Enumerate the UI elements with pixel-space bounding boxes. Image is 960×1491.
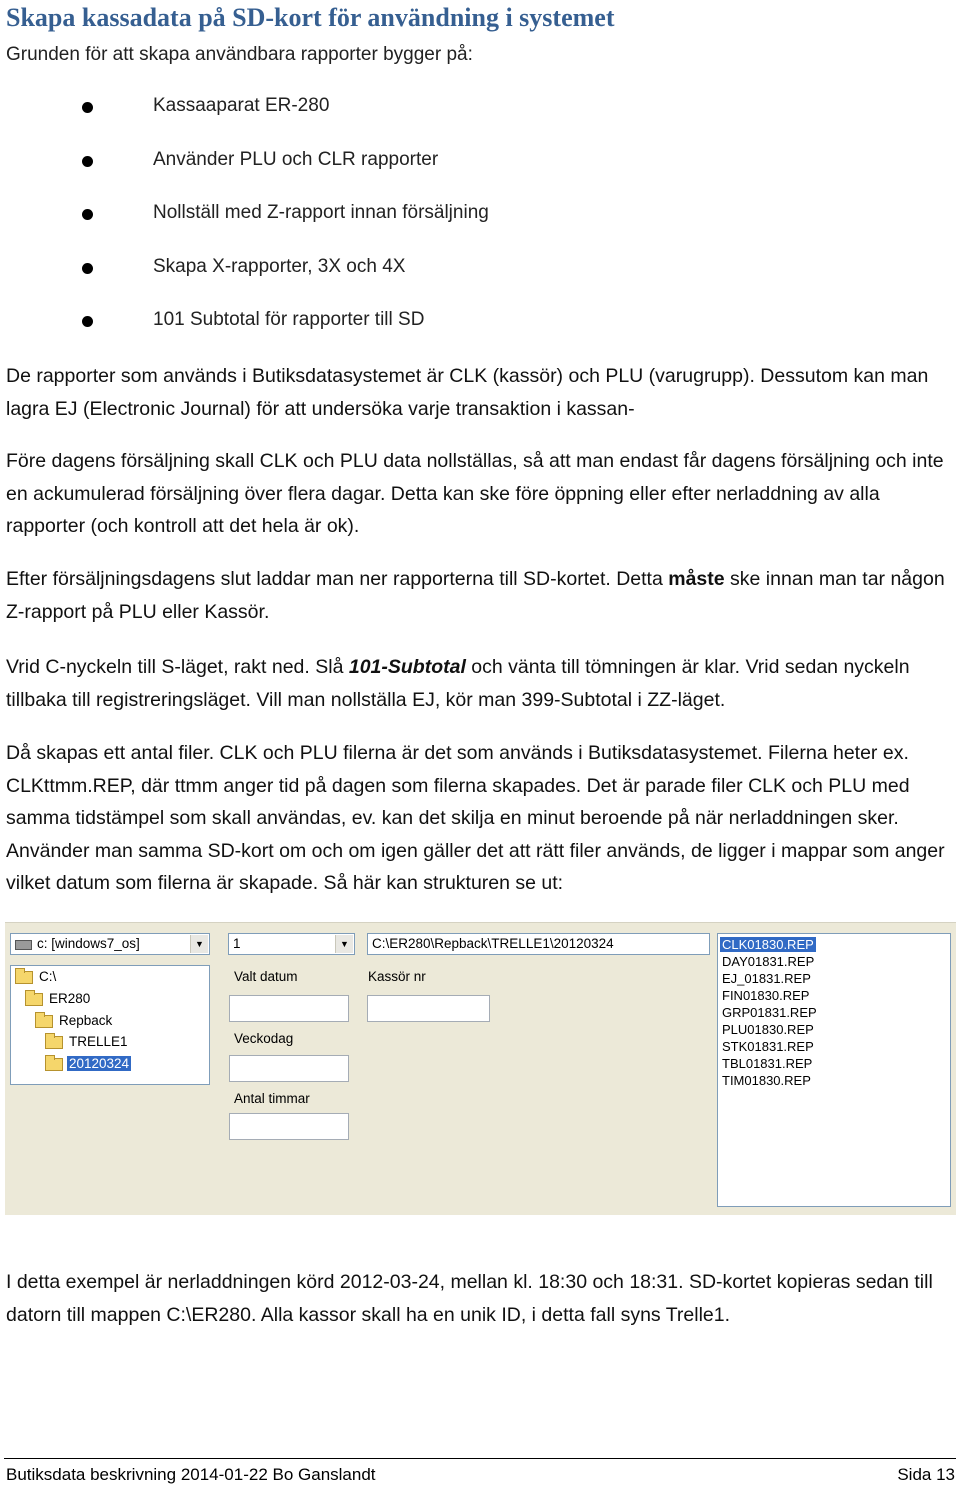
list-item-text: 101 Subtotal för rapporter till SD xyxy=(153,309,425,330)
folder-tree: C:\ ER280 Repback TRELLE1 20120324 xyxy=(10,965,210,1085)
paragraph-reset: Före dagens försäljning skall CLK och PLU data nollställas, så att man endast får dagens försäljning och inte en ackumulerad försäljning över flera dagar. Detta kan ske före öppning eller efter nerladdning av alla rapporter (och kontroll att det hela är ok). xyxy=(6,450,944,537)
antal-timmar-label: Antal timmar xyxy=(234,1091,310,1106)
list-item-text: Skapa X-rapporter, 3X och 4X xyxy=(153,255,406,277)
intro-text: Grunden för att skapa användbara rapporter bygger på: xyxy=(6,44,473,65)
paragraph-files: Då skapas ett antal filer. CLK och PLU filerna är det som används i Butiksdatasystemet. Filerna heter ex. CLKttmm.REP, där ttmm anger tid på dagen som filerna skapades. Det är parade filer CLK och PLU med samma tidstämpel som skall användas, ev. kan det skilja en minut beroende på när nerladdningen sker. Använder man samma SD-kort om och om igen gäller det att rätt filer används, de ligger i mappar som anger vilket datum som filerna är skapade. Så här kan strukturen se ut: xyxy=(6,742,945,894)
bullet-icon xyxy=(82,156,93,167)
bullet-icon xyxy=(82,209,93,220)
list-item-text: Nollställ med Z-rapport innan försäljning xyxy=(153,202,489,223)
file-item[interactable]: GRP01831.REP xyxy=(722,1005,817,1020)
drive-select[interactable] xyxy=(10,933,210,955)
folder-open-icon xyxy=(45,1036,63,1049)
file-item[interactable]: TBL01831.REP xyxy=(722,1056,813,1071)
chevron-down-icon: ▼ xyxy=(190,935,208,953)
file-item[interactable]: STK01831.REP xyxy=(722,1039,814,1054)
file-item[interactable]: DAY01831.REP xyxy=(722,954,815,969)
folder-open-icon xyxy=(15,971,33,984)
file-browser-screenshot xyxy=(5,922,956,1215)
valt-datum-label: Valt datum xyxy=(234,969,298,984)
veckodag-label: Veckodag xyxy=(234,1031,294,1046)
bullet-icon xyxy=(82,263,93,274)
veckodag-field[interactable] xyxy=(229,1055,349,1082)
emphasis-maste: måste xyxy=(668,568,725,590)
emphasis-subtotal: 101-Subtotal xyxy=(348,656,466,678)
file-item[interactable]: PLU01830.REP xyxy=(722,1022,814,1037)
paragraph-download: Efter försäljningsdagens slut laddar man ner rapporterna till SD-kortet. Detta måste ske innan man tar någon Z-rapport på PLU eller Kassör. xyxy=(6,568,945,623)
file-item[interactable]: FIN01830.REP xyxy=(722,988,810,1003)
chevron-down-icon: ▼ xyxy=(335,935,353,953)
list-item-text: Använder PLU och CLR rapporter xyxy=(153,148,439,170)
path-field-value: C:\ER280\Repback\TRELLE1\20120324 xyxy=(372,936,614,951)
footer-divider xyxy=(4,1458,956,1459)
paragraph-reports: De rapporter som används i Butiksdatasystemet är CLK (kassör) och PLU (varugrupp). Dessutom kan man lagra EJ (Electronic Journal) för att undersöka varje transaktion i kassan- xyxy=(6,365,929,420)
kassor-nr-label: Kassör nr xyxy=(368,969,426,984)
file-list xyxy=(717,933,951,1207)
folder-open-icon xyxy=(25,993,43,1006)
folder-open-icon xyxy=(45,1058,63,1071)
file-item[interactable]: CLK01830.REP xyxy=(722,937,814,952)
page-title: Skapa kassadata på SD-kort för användning i systemet xyxy=(6,3,615,32)
antal-timmar-field[interactable] xyxy=(229,1113,349,1140)
list-item-text: Kassaaparat ER-280 xyxy=(153,95,330,116)
page-number: Sida 13 xyxy=(897,1465,955,1484)
path-field[interactable] xyxy=(367,933,710,955)
bullet-icon xyxy=(82,102,93,113)
valt-datum-field[interactable] xyxy=(229,995,349,1022)
bullet-icon xyxy=(82,316,93,327)
paragraph-key: Vrid C-nyckeln till S-läget, rakt ned. Slå 101-Subtotal och vänta till tömningen är klar. Vrid sedan nyckeln tillbaka till registreringsläget. Vill man nollställa EJ, kör man 399-Subtotal i ZZ-läget. xyxy=(6,656,910,711)
drive-icon xyxy=(15,940,32,950)
file-item[interactable]: TIM01830.REP xyxy=(722,1073,811,1088)
paragraph-example: I detta exempel är nerladdningen körd 2012-03-24, mellan kl. 18:30 och 18:31. SD-kortet kopieras sedan till datorn till mappen C:\ER280. Alla kassor skall ha en unik ID, i detta fall syns Trelle1. xyxy=(6,1271,933,1326)
footer-text: Butiksdata beskrivning 2014-01-22 Bo Ganslandt xyxy=(6,1465,376,1484)
number-select-value: 1 xyxy=(233,936,241,951)
kassor-nr-field[interactable] xyxy=(367,995,490,1022)
number-select[interactable] xyxy=(228,933,355,955)
file-item[interactable]: EJ_01831.REP xyxy=(722,971,811,986)
folder-open-icon xyxy=(35,1015,53,1028)
drive-select-value: c: [windows7_os] xyxy=(37,936,140,951)
